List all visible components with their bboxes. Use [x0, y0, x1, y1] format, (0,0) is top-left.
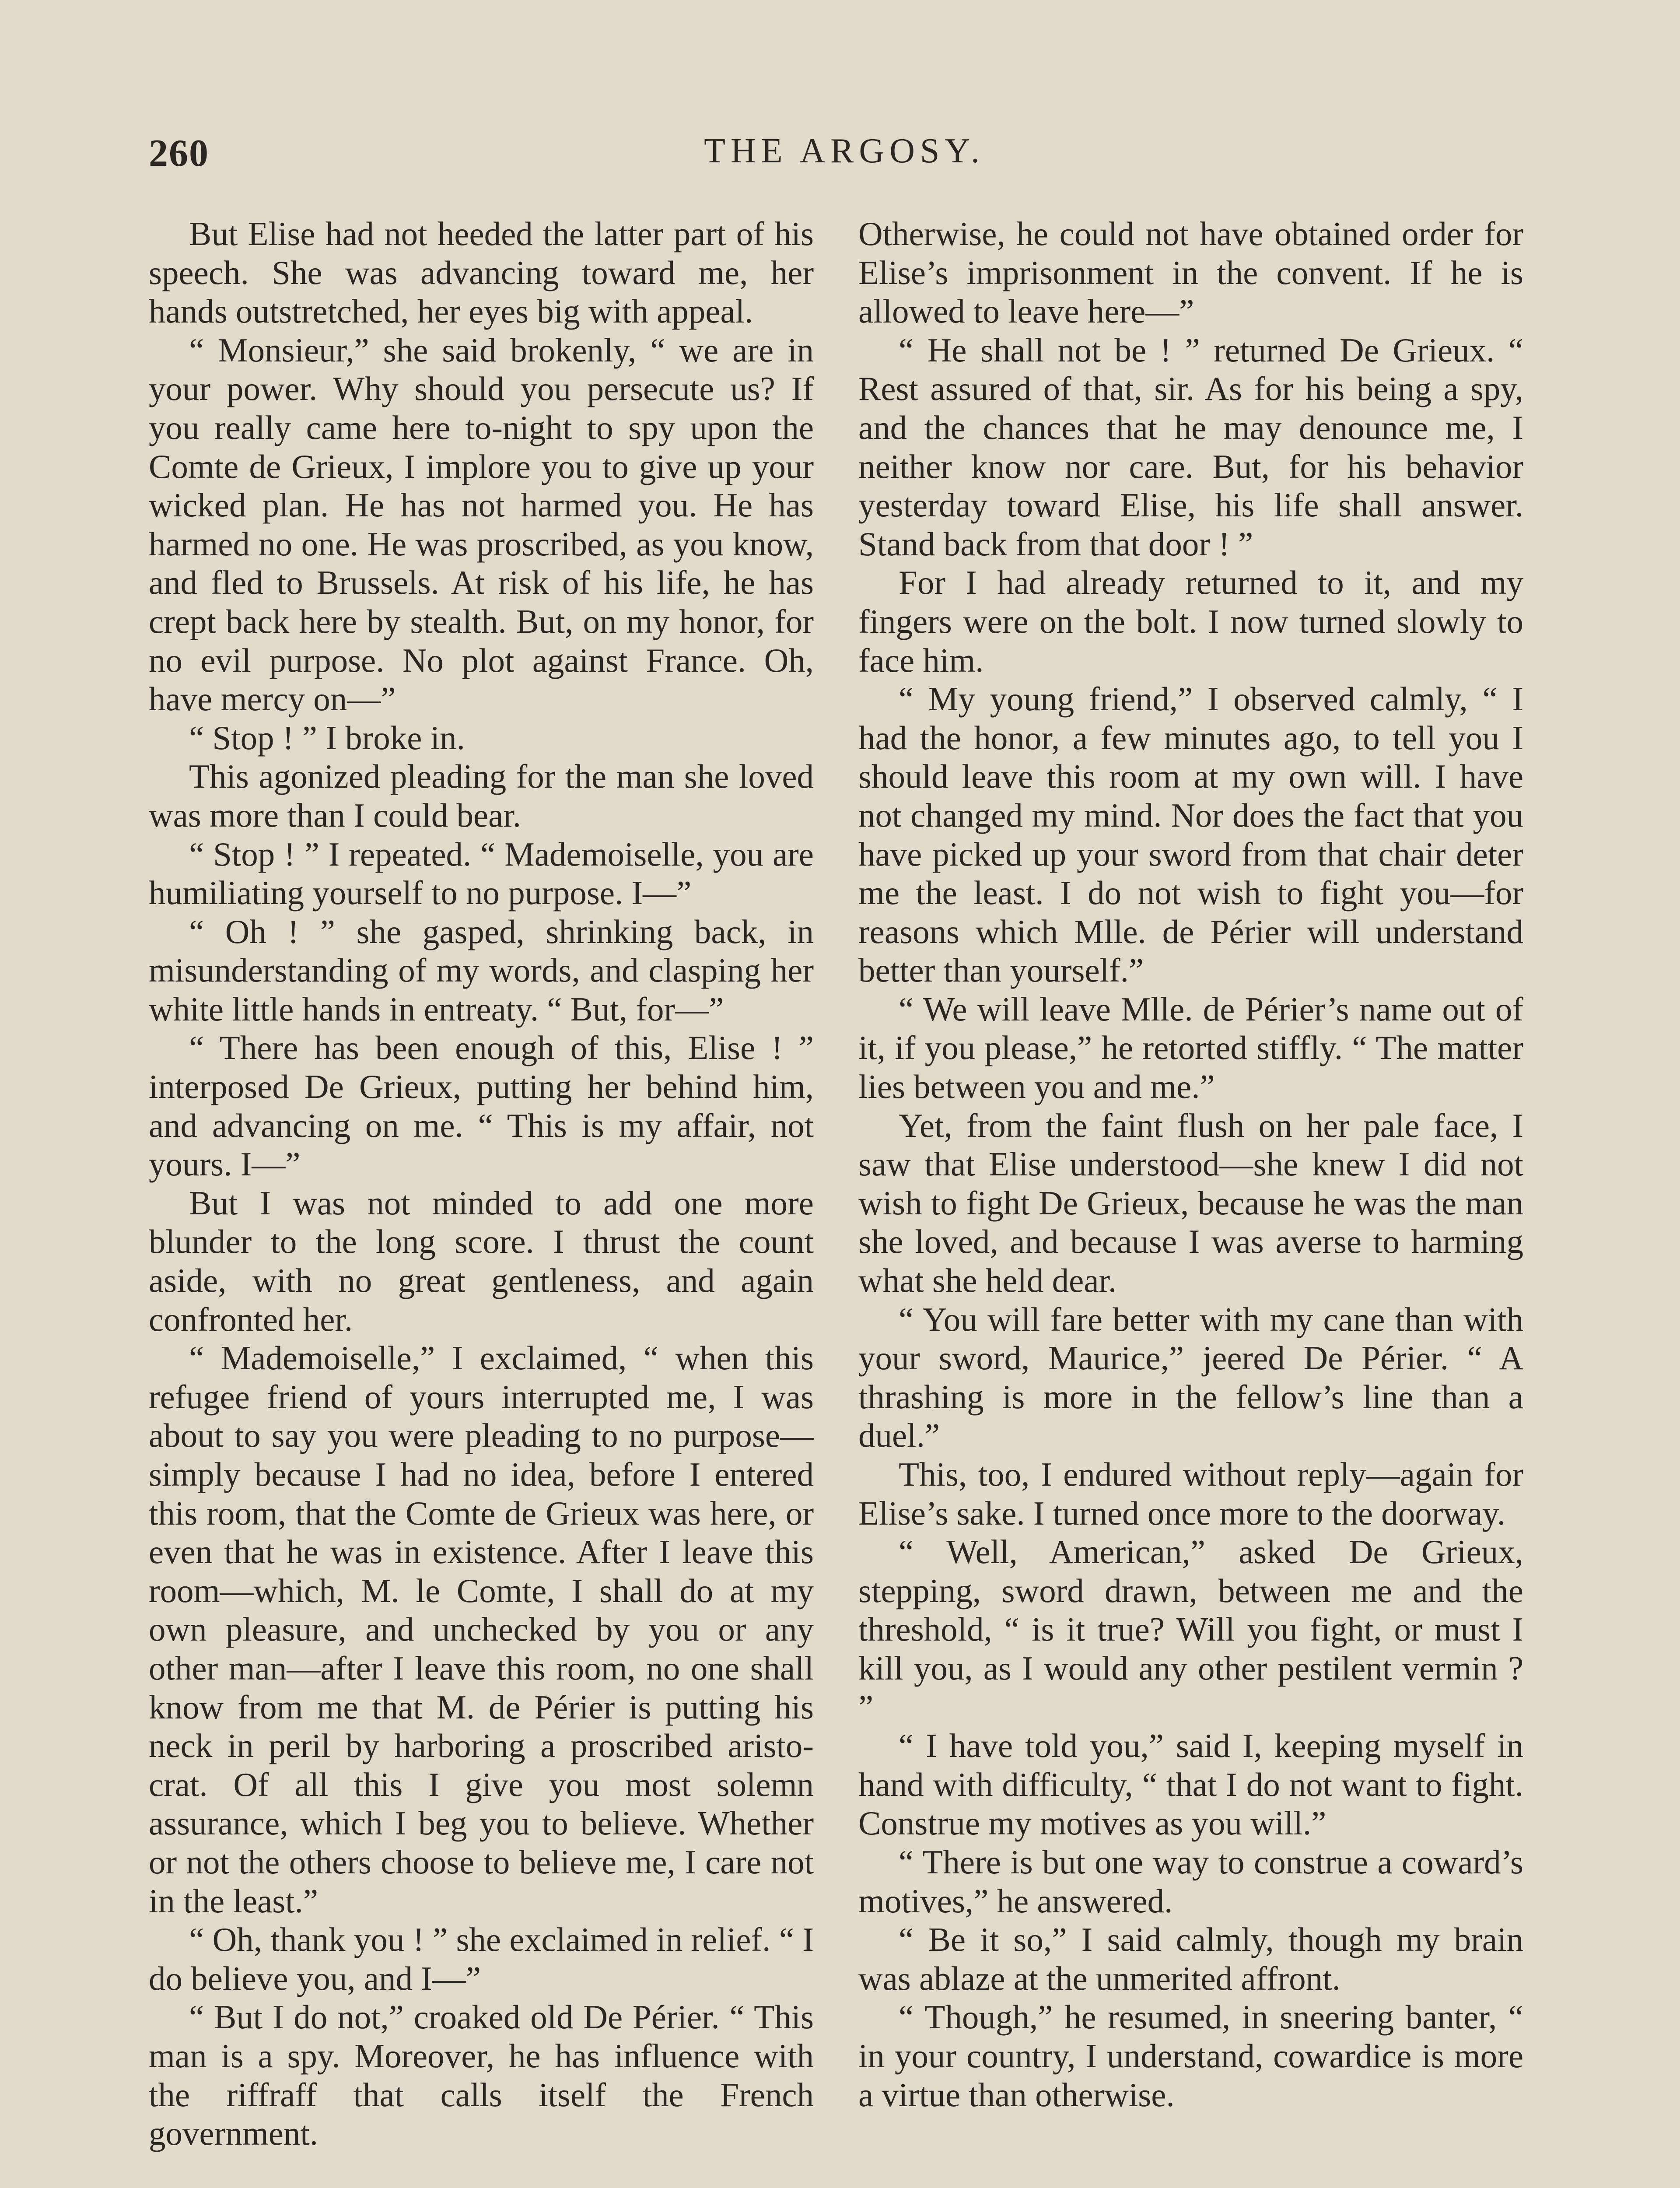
right-column — [858, 214, 1523, 2114]
paragraph: This, too, I endured without reply—again for Elise’s sake. I turned once more to the doorway. — [858, 1455, 1523, 1532]
paragraph: For I had already returned to it, and my fingers were on the bolt. I now turned slowly to face him. — [858, 564, 1523, 679]
paragraph: “ But I do not,” croaked old De Périer. “ This man is a spy. Moreover, he has influence with the riffraff that calls itself the French government. — [149, 1998, 814, 2153]
paragraph: “ My young friend,” I observed calmly, “ I had the honor, a few minutes ago, to tell you I should leave this room at my own will. I have not changed my mind. Nor does the fact that you have picked up your sword from that chair deter me the least. I do not wish to fight you—for reasons which Mlle. de Périer will understand better than yourself.” — [858, 680, 1523, 989]
paragraph: “ Well, American,” asked De Grieux, stepping, sword drawn, between me and the threshold, “ is it true? Will you fight, or must I kill you, as I would any other pestilent vermin ? ” — [858, 1533, 1523, 1726]
paragraph: “ Stop ! ” I repeated. “ Mademoiselle, you are humiliating yourself to no purpose. I—” — [149, 835, 814, 912]
page-header — [149, 131, 1540, 179]
paragraph-continued: Otherwise, he could not have obtained order for Elise’s imprisonment in the convent. If he is allowed to leave here—” — [858, 215, 1523, 330]
left-column — [149, 214, 814, 2153]
paragraph: This agonized pleading for the man she loved was more than I could bear. — [149, 757, 814, 834]
paragraph: “ You will fare better with my cane than with your sword, Maurice,” jeered De Périer. “ A thrashing is more in the fellow’s line than a duel.” — [858, 1300, 1523, 1455]
paragraph: But Elise had not heeded the latter part of his speech. She was advancing toward me, her hands outstretched, her eyes big with appeal. — [149, 215, 814, 330]
paragraph: But I was not minded to add one more blunder to the long score. I thrust the count aside, with no great gentleness, and again confronted her. — [149, 1184, 814, 1338]
paragraph: “ Oh, thank you ! ” she exclaimed in relief. “ I do believe you, and I—” — [149, 1921, 814, 1997]
paragraph: Yet, from the faint flush on her pale face, I saw that Elise understood—she knew I did not wish to fight De Grieux, because he was the man she loved, and because I was averse to harming what she held dear. — [858, 1106, 1523, 1300]
paragraph: “ Though,” he resumed, in sneering banter, “ in your country, I understand, cowardice is more a virtue than otherwise. — [858, 1998, 1523, 2114]
paragraph: “ There is but one way to construe a coward’s motives,” he answered. — [858, 1843, 1523, 1920]
running-title: THE ARGOSY. — [704, 132, 985, 170]
paragraph: “ Be it so,” I said calmly, though my brain was ablaze at the unmerited affront. — [858, 1921, 1523, 1997]
page-number: 260 — [149, 132, 209, 175]
paragraph: “ I have told you,” said I, keeping myself in hand with difficulty, “ that I do not want to fight. Construe my motives as you will.” — [858, 1727, 1523, 1842]
paragraph: “ Stop ! ” I broke in. — [189, 719, 465, 757]
paragraph: “ Monsieur,” she said brokenly, “ we are in your power. Why should you persecute us? If you really came here to-night to spy upon the Comte de Grieux, I implore you to give up your wicked plan. He has not harmed you. He has harmed no one. He was proscribed, as you know, and fled to Brussels. At risk of his life, he has crept back here by stealth. But, on my honor, for no evil purpose. No plot against France. Oh, have mercy on—” — [149, 331, 814, 718]
paragraph: “ Oh ! ” she gasped, shrinking back, in misunderstanding of my words, and clasping her white little hands in entreaty. “ But, for—” — [149, 912, 814, 1028]
paragraph: “ He shall not be ! ” returned De Grieux. “ Rest assured of that, sir. As for his being a spy, and the chances that he may denounce me, I neither know nor care. But, for his behavior yesterday toward Elise, his life shall answer. Stand back from that door ! ” — [858, 331, 1523, 563]
paragraph: “ Mademoiselle,” I exclaimed, “ when this refugee friend of yours interrupted me, I was about to say you were pleading to no purpose—simply because I had no idea, before I entered this room, that the Comte de Grieux was here, or even that he was in existence. After I leave this room—which, M. le Comte, I shall do at my own pleasure, and unchecked by you or any other man—after I leave this room, no one shall know from me that M. de Périer is putting his neck in peril by harboring a proscribed aristocrat. Of all this I give you most solemn assurance, which I beg you to believe. Whether or not the others choose to believe me, I care not in the least.” — [149, 1339, 814, 1920]
paragraph: “ We will leave Mlle. de Périer’s name out of it, if you please,” he retorted stiffly. “ The matter lies between you and me.” — [858, 990, 1523, 1106]
paragraph: “ There has been enough of this, Elise ! ” interposed De Grieux, putting her behind him, and advancing on me. “ This is my affair, not yours. I—” — [149, 1029, 814, 1183]
